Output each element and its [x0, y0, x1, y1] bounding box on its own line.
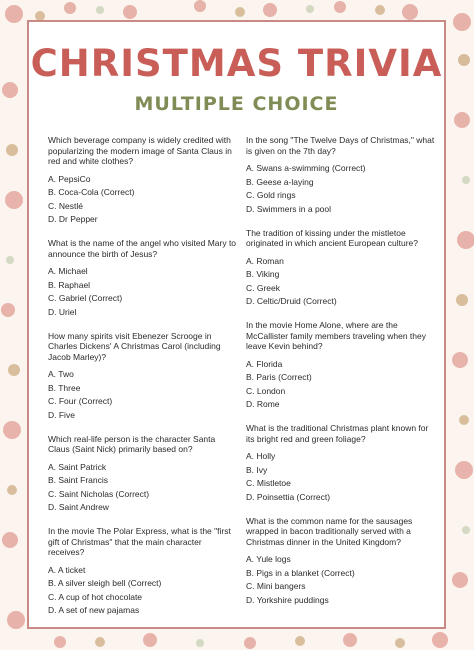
question-block — [246, 135, 436, 214]
answer-option: C. Gabriel (Correct) — [48, 293, 123, 303]
answer-option: D. Celtic/Druid (Correct) — [246, 296, 337, 306]
page-title: CHRISTMAS TRIVIA — [30, 42, 443, 85]
question-text: In the movie Home Alone, where are the McCallister family members traveling when they leave Kevin behind? — [246, 320, 426, 351]
answer-option: A. Florida — [246, 358, 283, 369]
answer-option: B. A silver sleigh bell (Correct) — [48, 578, 162, 588]
answer-option: C. A cup of hot chocolate — [48, 591, 143, 602]
answer-option: A. Swans a-swimming (Correct) — [246, 163, 366, 173]
answer-option: C. Nestlé — [48, 200, 83, 211]
answer-option: D. Poinsettia (Correct) — [246, 491, 331, 502]
answer-option: D. Dr Pepper — [48, 214, 98, 224]
question-text: What is the name of the angel who visited Mary to announce the birth of Jesus? — [48, 238, 237, 259]
answer-option: A. Michael — [48, 266, 88, 276]
question-block — [246, 320, 436, 409]
answer-option: B. Pigs in a blanket (Correct) — [246, 567, 355, 578]
answer-option: D. Rome — [246, 399, 280, 409]
answer-option: B. Saint Francis — [48, 475, 108, 485]
answer-option: A. Yule logs — [246, 554, 291, 564]
answer-option: C. Greek — [246, 282, 281, 293]
answer-option: B. Viking — [246, 269, 280, 279]
question-block — [48, 135, 238, 224]
question-block — [48, 331, 238, 420]
question-block — [246, 516, 436, 605]
question-text: The tradition of kissing under the mistletoe originated in which ancient European culture? — [246, 227, 419, 248]
question-text: Which beverage company is widely credited with popularizing the modern image of Santa Claus in red and white clothes? — [48, 135, 232, 166]
question-block — [48, 434, 238, 513]
answer-option: B. Coca-Cola (Correct) — [48, 187, 135, 197]
question-text: What is the traditional Christmas plant known for its bright red and green foliage? — [246, 423, 429, 444]
answer-option: D. Swimmers in a pool — [246, 203, 332, 214]
question-block — [48, 238, 238, 317]
answer-option: C. London — [246, 385, 286, 396]
trivia-card — [27, 20, 446, 629]
answer-option: A. A ticket — [48, 564, 86, 575]
answer-option: B. Paris (Correct) — [246, 372, 312, 382]
answer-option: A. Roman — [246, 255, 284, 266]
right-question-column — [246, 135, 436, 619]
question-text: In the song "The Twelve Days of Christmas," what is given on the 7th day? — [246, 135, 435, 156]
answer-option: D. Saint Andrew — [48, 502, 109, 512]
answer-option: C. Four (Correct) — [48, 396, 113, 406]
page-subtitle: MULTIPLE CHOICE — [134, 93, 339, 115]
question-text: How many spirits visit Ebenezer Scrooge in Charles Dickens' A Christmas Carol (including Jacob Marley)? — [48, 330, 221, 362]
answer-option: A. PepsiCo — [48, 173, 91, 184]
question-block — [246, 423, 436, 502]
answer-option: A. Two — [48, 369, 74, 379]
question-block — [246, 228, 436, 307]
answer-option: B. Ivy — [246, 464, 268, 475]
left-question-column — [48, 135, 238, 629]
answer-option: A. Saint Patrick — [48, 461, 107, 472]
question-text: In the movie The Polar Express, what is the "first gift of Christmas" that the main character receives? — [48, 526, 231, 557]
answer-option: D. Yorkshire puddings — [246, 594, 329, 605]
question-block — [48, 526, 238, 615]
answer-option: D. Five — [48, 409, 75, 420]
answer-option: B. Geese a-laying — [246, 176, 314, 187]
answer-option: B. Three — [48, 382, 81, 393]
answer-option: A. Holly — [246, 451, 276, 461]
answer-option: C. Mistletoe — [246, 478, 291, 488]
answer-option: C. Saint Nicholas (Correct) — [48, 488, 150, 499]
answer-option: D. A set of new pajamas — [48, 605, 140, 615]
question-text: Which real-life person is the character Santa Claus (Saint Nick) primarily based on? — [48, 433, 216, 454]
answer-option: C. Gold rings — [246, 190, 296, 200]
answer-option: C. Mini bangers — [246, 581, 306, 591]
answer-option: B. Raphael — [48, 279, 91, 290]
answer-option: D. Uriel — [48, 306, 77, 317]
question-text: What is the common name for the sausages wrapped in bacon traditionally served with a Christmas dinner in the United Kingdom? — [246, 515, 413, 547]
